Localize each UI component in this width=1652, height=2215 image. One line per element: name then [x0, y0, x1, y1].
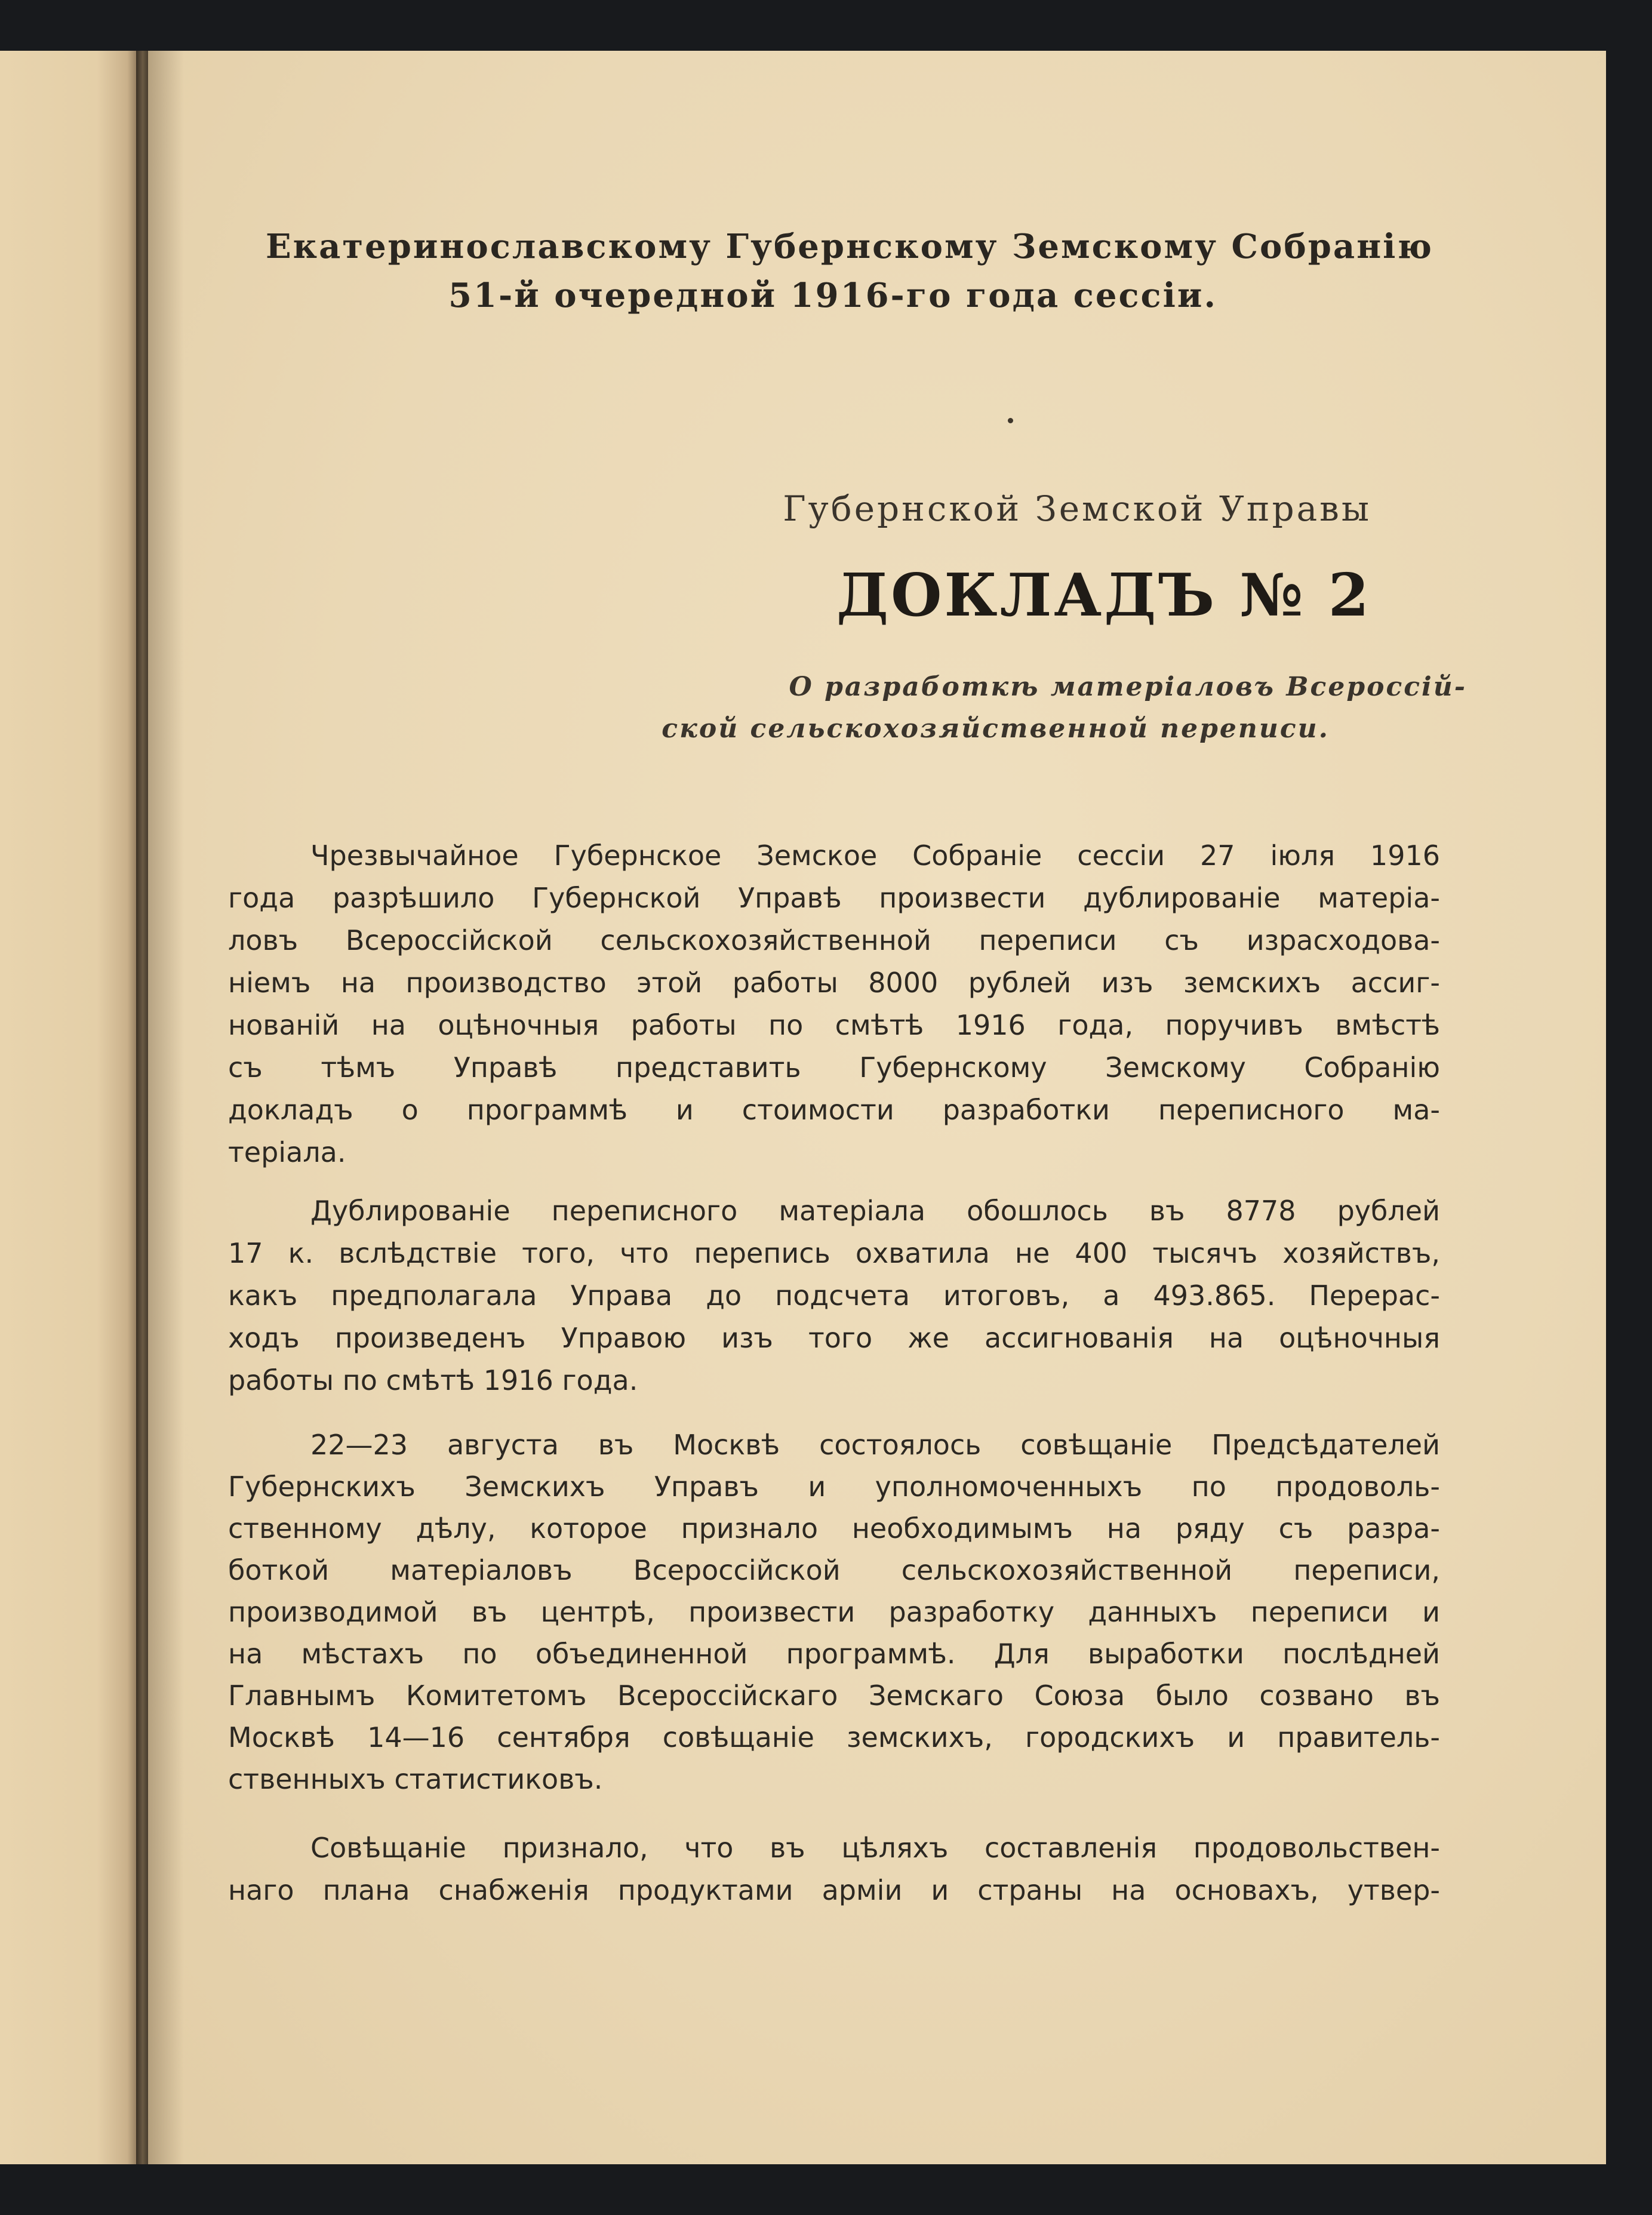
paragraph-1-line: года разрѣшило Губернской Управѣ произвести дублированіе матеріа-: [228, 882, 1440, 914]
paragraph-1-line: докладъ о программѣ и стоимости разработки переписного ма-: [228, 1094, 1440, 1126]
paragraph-1-line: съ тѣмъ Управѣ представить Губернскому Земскому Собранію: [228, 1051, 1440, 1084]
paragraph-3-line: боткой матеріаловъ Всероссійской сельскохозяйственной переписи,: [228, 1554, 1440, 1586]
paragraph-4-line: Совѣщаніе признало, что въ цѣляхъ составленія продовольствен-: [310, 1832, 1440, 1864]
addressee-line-2: 51-й очередной 1916-го года сессіи.: [448, 276, 1217, 315]
paragraph-2-line: Дублированіе переписного матеріала обошлось въ 8778 рублей: [310, 1195, 1440, 1227]
paragraph-1-line: ніемъ на производство этой работы 8000 рублей изъ земскихъ ассиг-: [228, 967, 1440, 999]
report-topic-line-1: О разработкѣ матеріаловъ Всероссій-: [789, 672, 1467, 702]
report-topic-line-2: ской сельскохозяйственной переписи.: [662, 713, 1330, 744]
paragraph-3-line: 22—23 августа въ Москвѣ состоялось совѣщаніе Предсѣдателей: [310, 1429, 1440, 1461]
paragraph-3-line: производимой въ центрѣ, произвести разработку данныхъ переписи и: [228, 1596, 1440, 1628]
report-subtitle: Губернской Земской Управы: [783, 488, 1371, 529]
paragraph-1-line: теріала.: [228, 1136, 346, 1168]
paragraph-3-line: Губернскихъ Земскихъ Управъ и уполномоченныхъ по продоволь-: [228, 1470, 1440, 1503]
page-gutter-shadow: [148, 51, 184, 2164]
paragraph-3-line: ственныхъ статистиковъ.: [228, 1763, 603, 1795]
previous-page-edge: [0, 51, 139, 2164]
paragraph-3-line: ственному дѣлу, которое признало необходимымъ на ряду съ разра-: [228, 1512, 1440, 1545]
paragraph-3-line: на мѣстахъ по объединенной программѣ. Для выработки послѣдней: [228, 1638, 1440, 1670]
paragraph-4-line: наго плана снабженія продуктами арміи и страны на основахъ, утвер-: [228, 1874, 1440, 1906]
paragraph-1-line: ловъ Всероссійской сельскохозяйственной переписи съ израсходова-: [228, 924, 1440, 956]
paragraph-2-line: 17 к. вслѣдствіе того, что перепись охватила не 400 тысячъ хозяйствъ,: [228, 1237, 1440, 1269]
paragraph-3-line: Москвѣ 14—16 сентября совѣщаніе земскихъ, городскихъ и правитель-: [228, 1721, 1440, 1753]
paragraph-1-line: нованій на оцѣночныя работы по смѣтѣ 1916 года, поручивъ вмѣстѣ: [228, 1009, 1440, 1041]
report-title: ДОКЛАДЪ № 2: [836, 561, 1371, 630]
paragraph-2-line: ходъ произведенъ Управою изъ того же ассигнованія на оцѣночныя: [228, 1322, 1440, 1354]
paragraph-3-line: Главнымъ Комитетомъ Всероссійскаго Земскаго Союза было созвано въ: [228, 1679, 1440, 1712]
book-gutter: [136, 51, 149, 2164]
addressee-line-1: Екатеринославскому Губернскому Земскому Собранію: [266, 227, 1433, 266]
paragraph-2-line: какъ предполагала Управа до подсчета итоговъ, а 493.865. Перерас-: [228, 1279, 1440, 1312]
paragraph-2-line: работы по смѣтѣ 1916 года.: [228, 1364, 638, 1396]
paragraph-1-line: Чрезвычайное Губернское Земское Собраніе сессіи 27 іюля 1916: [310, 839, 1440, 872]
ink-speck: [1008, 418, 1013, 423]
